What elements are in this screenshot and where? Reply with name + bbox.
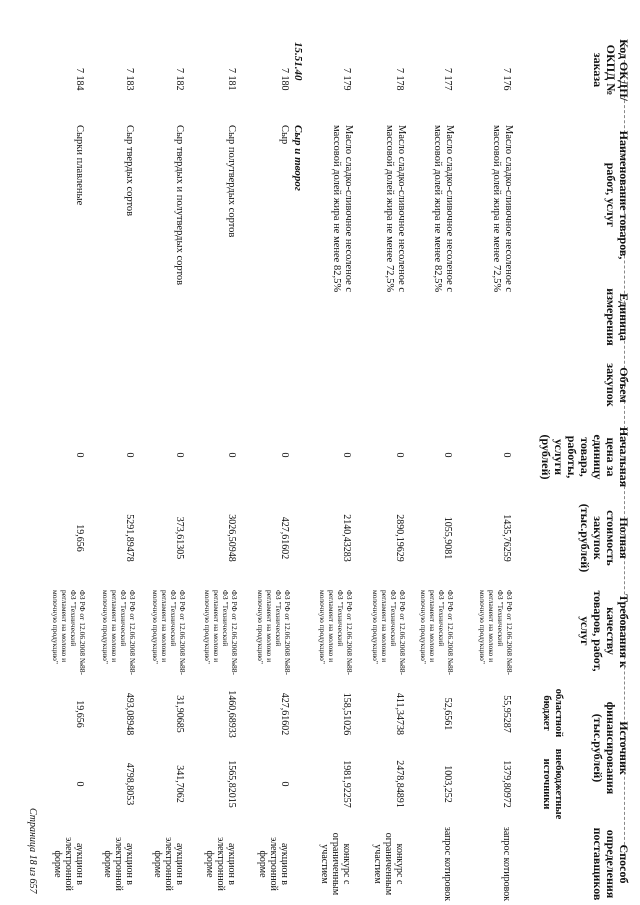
row-number: 7 178 (394, 68, 405, 91)
row-item-name: Масло сладко-сливочное несоленое с массовой долей жира не менее 72,5% (491, 125, 514, 293)
row-full-cost: 1055,9081 (442, 516, 453, 560)
row-number: 7 176 (501, 68, 512, 91)
header-name: Наименование товаров, работ, услуг (604, 130, 631, 260)
row-start-price: 0 (174, 452, 185, 458)
header-code: Код ОКДП/ ОКПД № заказа (591, 39, 631, 101)
row-extra: 341,7062 (174, 765, 185, 803)
row-extra: 2478,84891 (394, 760, 405, 808)
row-number: 7 183 (124, 68, 135, 91)
header-unit: Единица измерения (604, 288, 631, 346)
header-source-budget: областной бюджет (541, 688, 564, 738)
row-full-cost: 5291,89478 (124, 514, 135, 562)
page-number: Страница 18 из 657 (27, 808, 38, 894)
row-number: 7 179 (341, 68, 352, 91)
row-full-cost: 3026,50948 (226, 514, 237, 562)
group-name: Сыр и творог (292, 125, 304, 191)
row-item-name: Сыр твердых и полутвердых сортов (174, 125, 185, 286)
row-start-price: 0 (394, 452, 405, 458)
row-number: 7 180 (279, 68, 290, 91)
row-method: запрос котировок (442, 826, 453, 902)
row-method: конкурс с ограниченным участием (319, 832, 352, 896)
row-requirements: ФЗ РФ от 12.06.2008 №88-ФЗ "Технический регламент на молоко и молочную продукцию" (101, 590, 137, 675)
row-budget: 1460,68933 (226, 690, 237, 738)
header-method: Способ определения поставщиков (591, 827, 631, 901)
row-extra: 0 (74, 781, 85, 787)
row-requirements: ФЗ РФ от 12.06.2008 №88-ФЗ "Технический регламент на молоко и молочную продукцию" (256, 590, 292, 675)
row-budget: 158,51026 (341, 692, 352, 736)
row-requirements: ФЗ РФ от 12.06.2008 №88-ФЗ "Технический регламент на молоко и молочную продукцию" (419, 590, 455, 675)
row-budget: 55,95287 (501, 695, 512, 733)
row-full-cost: 2140,43283 (341, 514, 352, 562)
row-extra: 1981,92257 (341, 760, 352, 808)
row-full-cost: 373,61305 (174, 516, 185, 560)
row-budget: 52,6561 (442, 697, 453, 731)
header-volume: Объем закупок (604, 363, 631, 407)
row-item-name: Сыр (279, 125, 290, 145)
row-number: 7 184 (74, 68, 85, 91)
row-method: конкурс с ограниченным участием (372, 832, 405, 896)
row-number: 7 181 (226, 68, 237, 91)
header-start-price: Начальная цена за единицу товара, работы, услуги (рублей) (539, 426, 631, 488)
row-item-name: Сыр полутвердых сортов (226, 125, 237, 238)
row-start-price: 0 (279, 452, 290, 458)
row-item-name: Сыр твердых сортов (124, 125, 135, 217)
row-start-price: 0 (501, 452, 512, 458)
row-full-cost: 19,656 (74, 524, 85, 552)
row-extra: 0 (279, 781, 290, 787)
row-budget: 427,61602 (279, 692, 290, 736)
header-source-extra: внебюджетные источники (541, 748, 564, 820)
row-budget: 493,08948 (124, 692, 135, 736)
group-code: 15.51.40 (292, 42, 304, 81)
row-item-name: Масло сладко-сливочное несоленое с массовой долей жира не менее 82,5% (331, 125, 354, 293)
header-full-cost: Полная стоимость закупок (тыс.рублей) (578, 503, 631, 573)
row-start-price: 0 (226, 452, 237, 458)
row-item-name: Сырки плавленые (74, 125, 85, 206)
row-extra: 4798,8053 (124, 762, 135, 806)
row-start-price: 0 (124, 452, 135, 458)
row-method: аукцион в электронной форме (257, 837, 290, 891)
row-requirements: ФЗ РФ от 12.06.2008 №88-ФЗ "Технический регламент на молоко и молочную продукцию" (151, 590, 187, 675)
row-extra: 1379,80972 (501, 760, 512, 808)
row-number: 7 182 (174, 68, 185, 91)
row-method: запрос котировок (501, 826, 512, 902)
row-method: аукцион в электронной форме (52, 837, 85, 891)
row-start-price: 0 (341, 452, 352, 458)
row-budget: 19,656 (74, 700, 85, 728)
row-full-cost: 1435,76259 (501, 514, 512, 562)
row-item-name: Масло сладко-сливочное несоленое с массовой долей жира не менее 82,5% (432, 125, 455, 293)
header-requirements: Требования к качеству товаров, работ, услуг (578, 590, 631, 672)
row-budget: 411,34738 (394, 692, 405, 736)
row-extra: 1003,252 (442, 765, 453, 803)
row-requirements: ФЗ РФ от 12.06.2008 №88-ФЗ "Технический регламент на молоко и молочную продукцию" (51, 590, 87, 675)
row-start-price: 0 (74, 452, 85, 458)
row-full-cost: 2890,19629 (394, 514, 405, 562)
row-requirements: ФЗ РФ от 12.06.2008 №88-ФЗ "Технический регламент на молоко и молочную продукцию" (318, 590, 354, 675)
row-requirements: ФЗ РФ от 12.06.2008 №88-ФЗ "Технический регламент на молоко и молочную продукцию" (371, 590, 407, 675)
row-budget: 31,90685 (174, 695, 185, 733)
row-requirements: ФЗ РФ от 12.06.2008 №88-ФЗ "Технический регламент на молоко и молочную продукцию" (203, 590, 239, 675)
row-method: аукцион в электронной форме (152, 837, 185, 891)
header-source: Источник финансирования (тыс.рублей) (591, 701, 631, 795)
row-extra: 1565,82015 (226, 760, 237, 808)
row-method: аукцион в электронной форме (102, 837, 135, 891)
row-full-cost: 427,61602 (279, 516, 290, 560)
row-start-price: 0 (442, 452, 453, 458)
row-requirements: ФЗ РФ от 12.06.2008 №88-ФЗ "Технический регламент на молоко и молочную продукцию" (478, 590, 514, 675)
row-method: аукцион в электронной форме (204, 837, 237, 891)
row-number: 7 177 (442, 68, 453, 91)
row-item-name: Масло сладко-сливочное несоленое с массовой долей жира не менее 72,5% (384, 125, 407, 293)
